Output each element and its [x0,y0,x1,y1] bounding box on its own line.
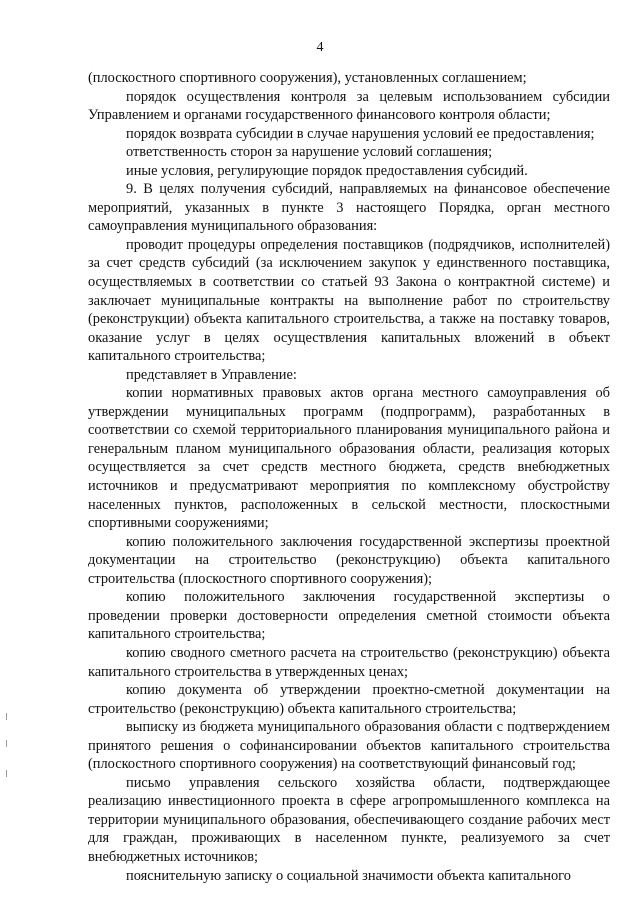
margin-mark [6,713,7,720]
paragraph: (плоскостного спортивного сооружения), установленных соглашением; [88,70,527,86]
paragraph: 9. В целях получения субсидий, направляемых на финансовое обеспечение мероприятий, указанных в пункте 3 настоящего Порядка, орган местного самоуправления муниципального образования: [88,181,610,235]
paragraph: проводит процедуры определения поставщиков (подрядчиков, исполнителей) за счет средств субсидий (за исключением закупок у единственного поставщика, осуществляемых в соответствии со статьей 93 Закона о контрактной системе) и заключает муниципальные контракты на выполнение работ по строительству (реконструкции) объекта капитального строительства, а также на поставку товаров, оказание услуг в целях осуществления капитальных вложений в объект капитального строительства; [88,236,610,365]
margin-mark [6,770,7,777]
paragraph: копию положительного заключения государственной экспертизы о проведении проверки достоверности определения сметной стоимости объекта капитального строительства; [88,589,610,643]
paragraph: копии нормативных правовых актов органа местного самоуправления об утверждении муниципальных программ (подпрограмм), разработанных в соответствии со схемой территориального планирования муниципального района и генеральным планом муниципального образования области, реализация которых осуществляется за счет средств местного бюджета, средств внебюджетных источников и предусматривают мероприятия по комплексному обустройству населенных пунктов, расположенных в сельской местности, плоскостными спортивными сооружениями; [88,385,610,532]
paragraph: копию положительного заключения государственной экспертизы проектной документации на строительство (реконструкцию) объекта капитального строительства (плоскостного спортивного сооружения); [88,533,610,587]
paragraph: выписку из бюджета муниципального образования области с подтверждением принятого решения о софинансировании объектов капитального строительства (плоскостного спортивного сооружения) на соответствующий финансовый год; [88,719,610,773]
paragraph: иные условия, регулирующие порядок предоставления субсидий. [126,162,528,179]
paragraph: порядок осуществления контроля за целевым использованием субсидии Управлением и органами государственного финансового контроля области; [88,88,610,124]
paragraph: ответственность сторон за нарушение условий соглашения; [126,144,493,161]
document-body [88,69,610,885]
margin-mark [6,740,7,747]
paragraph: представляет в Управление: [126,366,297,383]
page-number: 4 [316,40,324,55]
paragraph: порядок возврата субсидии в случае нарушения условий ее предоставления; [126,125,595,142]
paragraph: копию сводного сметного расчета на строительство (реконструкцию) объекта капитального строительства в утвержденных ценах; [88,644,610,680]
paragraph: копию документа об утверждении проектно-сметной документации на строительство (реконструкцию) объекта капитального строительства; [88,682,610,717]
paragraph: письмо управления сельского хозяйства области, подтверждающее реализацию инвестиционного проекта в сфере агропромышленного комплекса на территории муниципального образования, обеспечивающего создание рабочих мест для граждан, проживающих в населенном пункте, реализуемого за счет внебюджетных источников; [88,774,610,865]
paragraph: пояснительную записку о социальной значимости объекта капитального [126,867,571,884]
